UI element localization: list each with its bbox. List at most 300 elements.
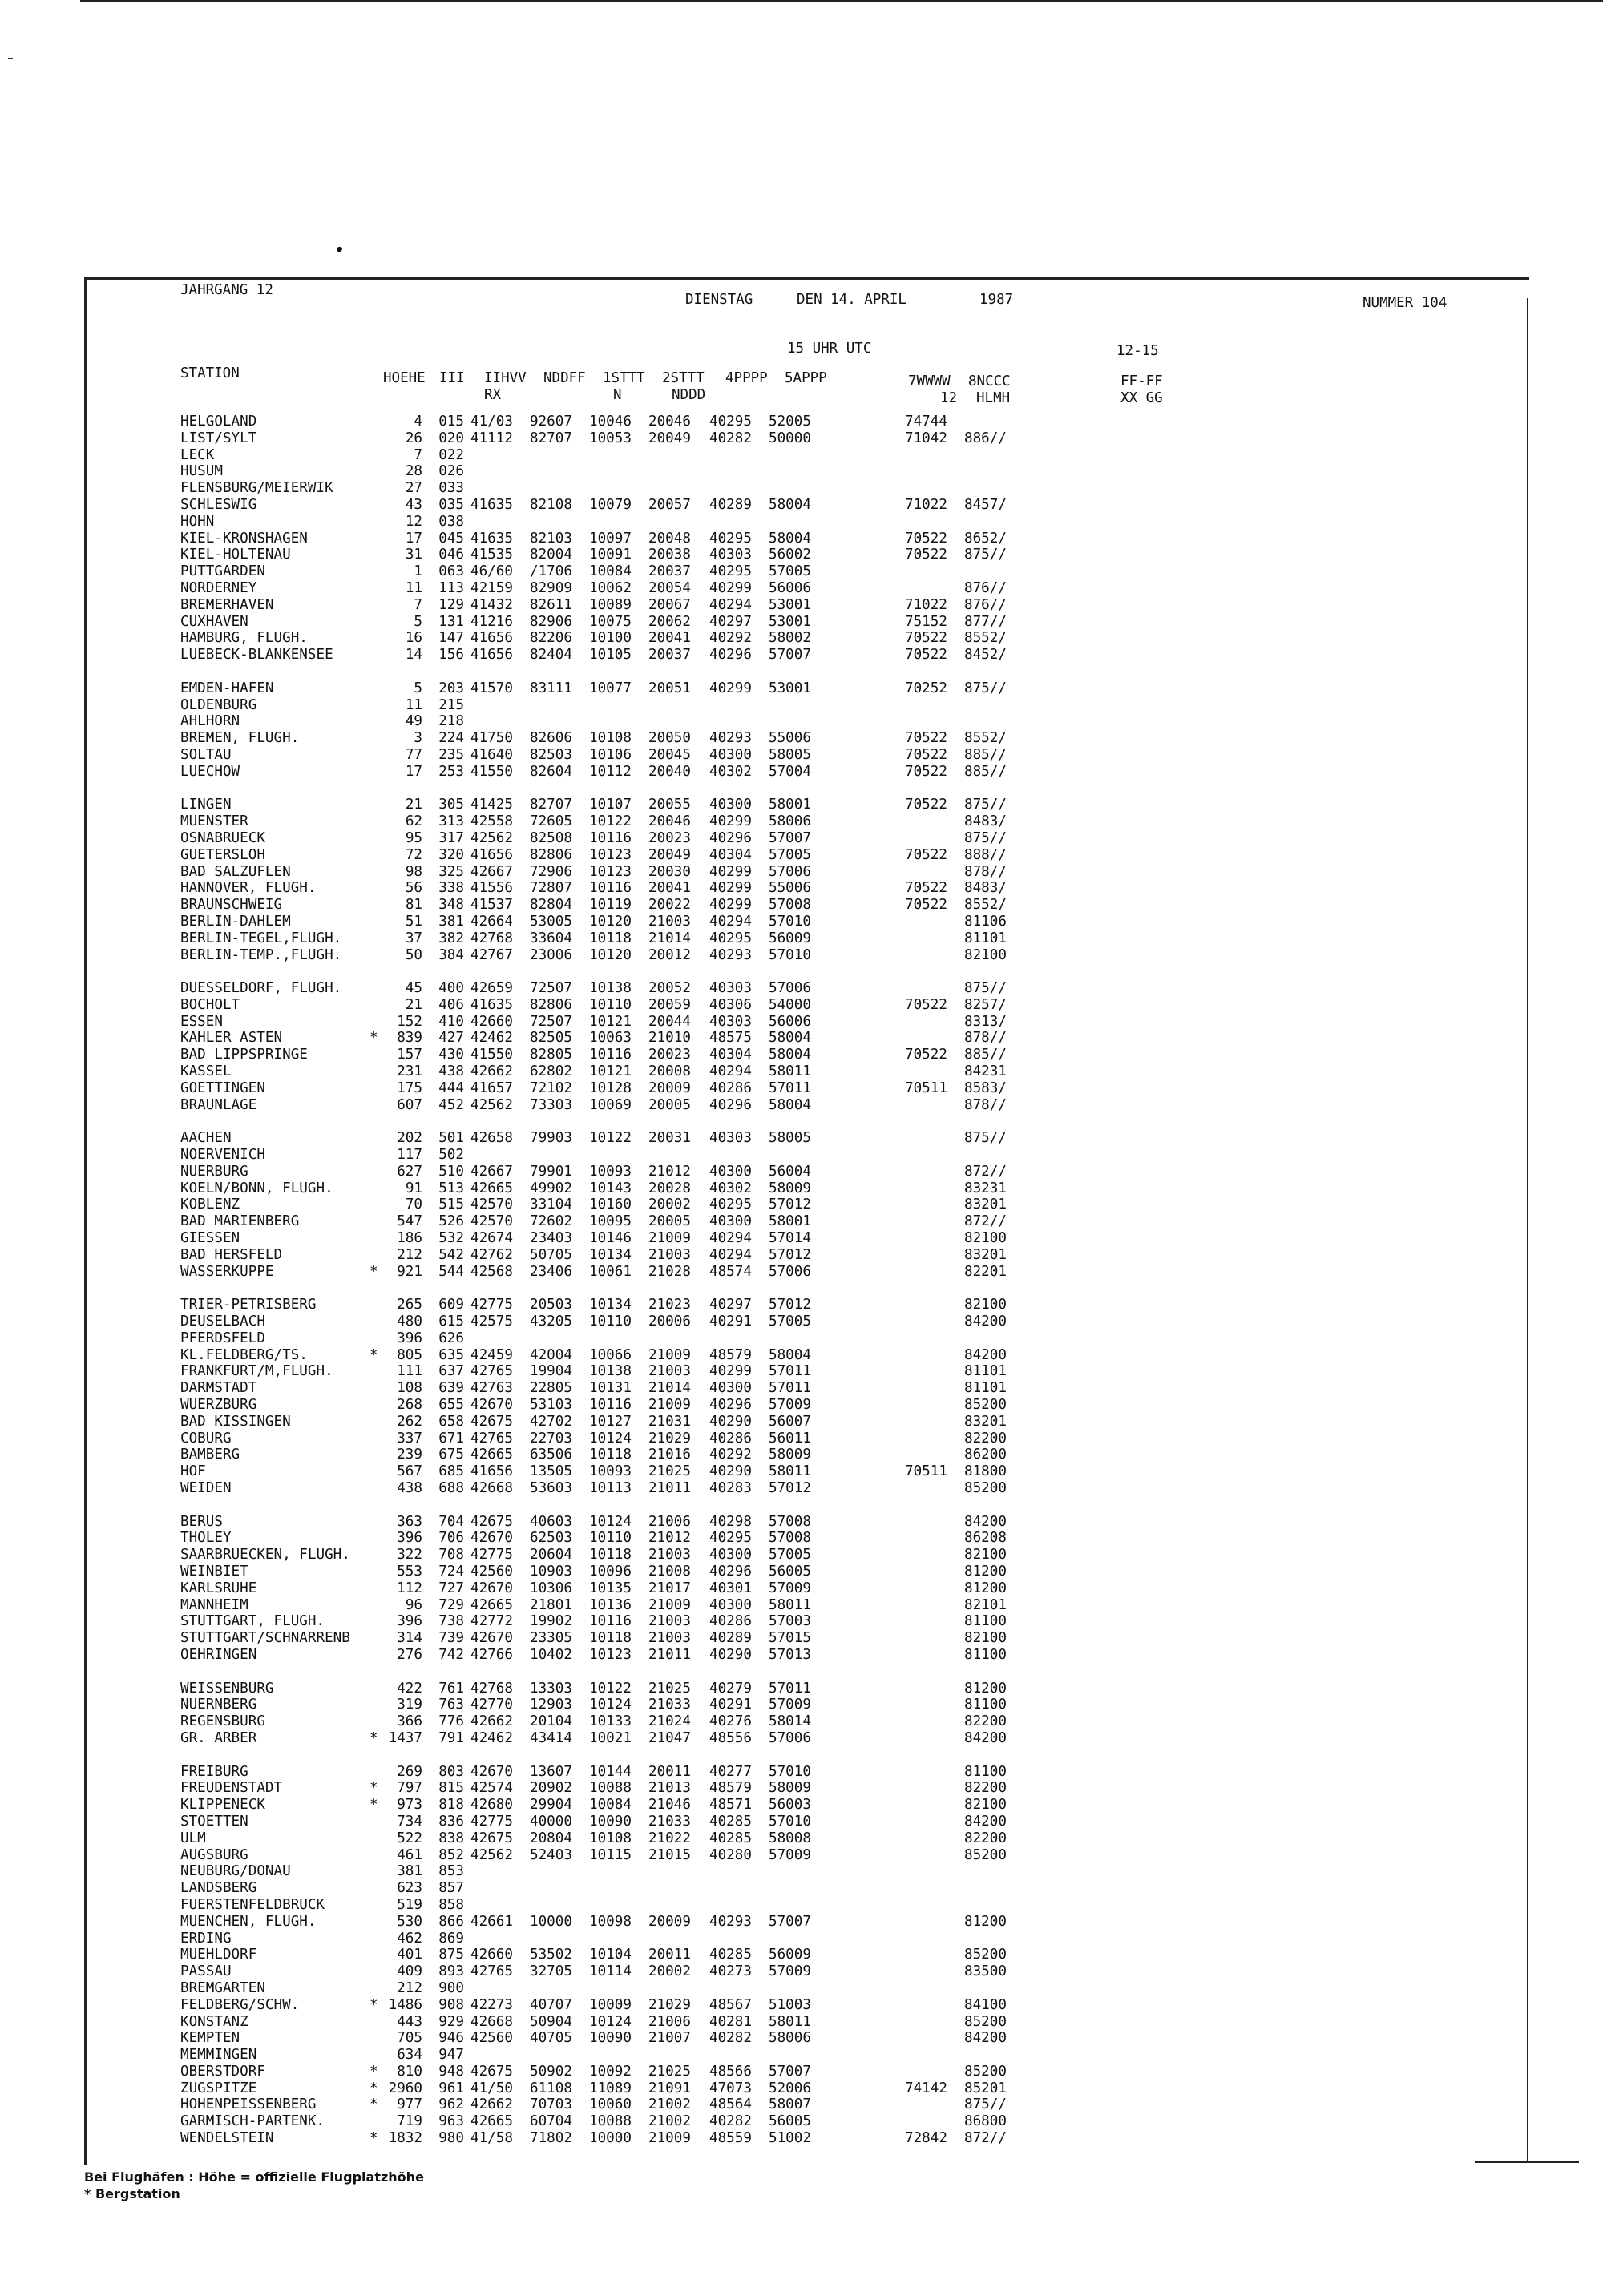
cell-n8: 84200: [964, 2030, 1007, 2047]
cell-iii: 836: [438, 1813, 464, 1830]
col-nddff: NDDFF: [543, 370, 586, 386]
cell-s1: 10123: [589, 1646, 632, 1663]
cell-station: KONSTANZ: [180, 2013, 248, 2030]
cell-p4: 40296: [709, 1096, 752, 1113]
cell-nddff: 21801: [530, 1596, 572, 1613]
cell-s2: 21003: [648, 1630, 691, 1647]
cell-w7: 74142: [905, 2080, 947, 2096]
jahrgang-label: JAHRGANG 12: [180, 282, 273, 298]
cell-iihvv: 42667: [470, 1163, 513, 1180]
cell-station: HOHENPEISSENBERG: [180, 2096, 317, 2113]
cell-a5: 56011: [769, 1430, 811, 1447]
cell-hoehe: 108: [397, 1380, 422, 1397]
cell-iihvv: 41635: [470, 996, 513, 1013]
cell-mountain: *: [369, 1996, 378, 2013]
cell-hoehe: 11: [405, 579, 422, 596]
cell-nddff: 61108: [530, 2080, 572, 2096]
cell-iihvv: 42668: [470, 1480, 513, 1496]
cell-n8: 8483/: [964, 813, 1007, 830]
col-1sttt-sub: N: [613, 387, 622, 403]
cell-iihvv: 42558: [470, 813, 513, 830]
cell-a5: 57010: [769, 1813, 811, 1830]
cell-s1: 10110: [589, 1313, 632, 1330]
cell-iii: 869: [438, 1930, 464, 1947]
cell-station: WEIDEN: [180, 1480, 232, 1496]
cell-a5: 56009: [769, 1947, 811, 1963]
cell-p4: 40293: [709, 1913, 752, 1930]
cell-a5: 57011: [769, 1363, 811, 1380]
cell-iihvv: 42768: [470, 1680, 513, 1697]
cell-iihvv: 42665: [470, 1447, 513, 1463]
cell-iii: 685: [438, 1463, 464, 1480]
cell-station: SOLTAU: [180, 746, 232, 763]
cell-station: HAMBURG, FLUGH.: [180, 630, 308, 647]
cell-iihvv: 42660: [470, 1947, 513, 1963]
weekday-label: DIENSTAG: [685, 292, 753, 308]
cell-iii: 658: [438, 1413, 464, 1430]
cell-s2: 20067: [648, 596, 691, 613]
cell-a5: 56006: [769, 1013, 811, 1030]
cell-iii: 688: [438, 1480, 464, 1496]
cell-s2: 20012: [648, 946, 691, 963]
cell-hoehe: 1: [414, 563, 422, 580]
col-8nccc: 8NCCC: [968, 373, 1011, 389]
cell-nddff: 40603: [530, 1513, 572, 1530]
cell-mountain: *: [369, 2096, 378, 2113]
cell-hoehe: 401: [397, 1947, 422, 1963]
cell-s2: 20050: [648, 730, 691, 747]
cell-station: ESSEN: [180, 1013, 223, 1030]
cell-s2: 20002: [648, 1196, 691, 1213]
cell-s1: 10128: [589, 1079, 632, 1096]
cell-p4: 40300: [709, 1163, 752, 1180]
cell-s1: 10116: [589, 1047, 632, 1063]
cell-nddff: 19904: [530, 1363, 572, 1380]
cell-iihvv: 42674: [470, 1230, 513, 1247]
cell-p4: 40279: [709, 1680, 752, 1697]
cell-station: STUTTGART/SCHNARRENB: [180, 1630, 350, 1647]
cell-station: MUENSTER: [180, 813, 248, 830]
cell-hoehe: 396: [397, 1530, 422, 1547]
cell-iihvv: 42763: [470, 1380, 513, 1397]
cell-nddff: 72602: [530, 1213, 572, 1230]
cell-iii: 026: [438, 463, 464, 480]
cell-s1: 10144: [589, 1763, 632, 1780]
cell-s2: 21002: [648, 2096, 691, 2113]
cell-n8: 85200: [964, 1846, 1007, 1863]
cell-iii: 708: [438, 1547, 464, 1564]
cell-iii: 348: [438, 897, 464, 914]
cell-s1: 10066: [589, 1346, 632, 1363]
cell-a5: 57009: [769, 1697, 811, 1713]
col-iihvv-sub: RX: [484, 387, 502, 403]
cell-a5: 51002: [769, 2130, 811, 2147]
cell-s1: 10124: [589, 1697, 632, 1713]
cell-mountain: *: [369, 1030, 378, 1047]
cell-hoehe: 977: [397, 2096, 422, 2113]
cell-iii: 015: [438, 414, 464, 430]
cell-n8: 872//: [964, 1163, 1007, 1180]
cell-iihvv: 42765: [470, 1363, 513, 1380]
cell-n8: 83201: [964, 1413, 1007, 1430]
cell-hoehe: 31: [405, 547, 422, 563]
cell-s1: 10122: [589, 1680, 632, 1697]
cell-s1: 10116: [589, 1397, 632, 1414]
cell-a5: 56005: [769, 2113, 811, 2130]
cell-iii: 639: [438, 1380, 464, 1397]
cell-n8: 86200: [964, 1447, 1007, 1463]
cell-a5: 57009: [769, 1580, 811, 1596]
cell-iii: 502: [438, 1147, 464, 1164]
cell-s1: 10108: [589, 730, 632, 747]
cell-p4: 40299: [709, 813, 752, 830]
cell-iihvv: 42775: [470, 1297, 513, 1313]
cell-a5: 56009: [769, 930, 811, 946]
cell-p4: 48579: [709, 1780, 752, 1797]
cell-hoehe: 810: [397, 2063, 422, 2080]
cell-hoehe: 5: [414, 613, 422, 630]
cell-s1: 10120: [589, 913, 632, 930]
cell-station: DEUSELBACH: [180, 1313, 265, 1330]
cell-iii: 704: [438, 1513, 464, 1530]
cell-s2: 20037: [648, 647, 691, 664]
cell-iii: 776: [438, 1713, 464, 1730]
cell-a5: 57012: [769, 1297, 811, 1313]
cell-w7: 70522: [905, 897, 947, 914]
cell-s1: 10088: [589, 2113, 632, 2130]
cell-iii: 900: [438, 1979, 464, 1996]
cell-p4: 40306: [709, 996, 752, 1013]
cell-s1: 10121: [589, 1013, 632, 1030]
cell-s1: 10124: [589, 1430, 632, 1447]
cell-station: PFERDSFELD: [180, 1330, 265, 1346]
cell-hoehe: 77: [405, 746, 422, 763]
cell-a5: 58001: [769, 1213, 811, 1230]
cell-station: FRANKFURT/M,FLUGH.: [180, 1363, 333, 1380]
cell-iii: 410: [438, 1013, 464, 1030]
cell-p4: 40294: [709, 1230, 752, 1247]
cell-hoehe: 175: [397, 1079, 422, 1096]
cell-nddff: 62503: [530, 1530, 572, 1547]
cell-iihvv: 42658: [470, 1130, 513, 1147]
cell-nddff: 83111: [530, 680, 572, 696]
cell-station: NUERNBERG: [180, 1697, 257, 1713]
cell-hoehe: 366: [397, 1713, 422, 1730]
cell-w7: 71022: [905, 596, 947, 613]
cell-s2: 21028: [648, 1263, 691, 1280]
cell-s2: 20046: [648, 414, 691, 430]
cell-hoehe: 81: [405, 897, 422, 914]
cell-s1: 10107: [589, 797, 632, 813]
cell-hoehe: 553: [397, 1563, 422, 1580]
cell-iii: 615: [438, 1313, 464, 1330]
cell-iii: 131: [438, 613, 464, 630]
cell-hoehe: 16: [405, 630, 422, 647]
cell-hoehe: 797: [397, 1780, 422, 1797]
cell-station: KL.FELDBERG/TS.: [180, 1346, 308, 1363]
cell-hoehe: 152: [397, 1013, 422, 1030]
cell-station: MUENCHEN, FLUGH.: [180, 1913, 317, 1930]
cell-station: BRAUNLAGE: [180, 1096, 257, 1113]
cell-iihvv: 42662: [470, 1063, 513, 1080]
cell-station: STUTTGART, FLUGH.: [180, 1613, 325, 1630]
scan-tick: [8, 58, 13, 59]
cell-n8: 84200: [964, 1346, 1007, 1363]
cell-p4: 40297: [709, 613, 752, 630]
cell-hoehe: 49: [405, 713, 422, 730]
cell-p4: 40273: [709, 1963, 752, 1980]
cell-a5: 51003: [769, 1996, 811, 2013]
cell-p4: 40290: [709, 1413, 752, 1430]
cell-iii: 838: [438, 1830, 464, 1846]
cell-s1: 10131: [589, 1380, 632, 1397]
cell-n8: 81106: [964, 913, 1007, 930]
cell-station: HOF: [180, 1463, 206, 1480]
cell-w7: 70522: [905, 730, 947, 747]
cell-s1: 10069: [589, 1096, 632, 1113]
cell-hoehe: 212: [397, 1246, 422, 1263]
cell-iii: 338: [438, 880, 464, 897]
cell-iihvv: 41425: [470, 797, 513, 813]
cell-station: BERLIN-DAHLEM: [180, 913, 291, 930]
cell-s2: 21025: [648, 1680, 691, 1697]
cell-s2: 20045: [648, 746, 691, 763]
cell-s2: 21012: [648, 1163, 691, 1180]
cell-n8: 885//: [964, 763, 1007, 780]
cell-iii: 215: [438, 696, 464, 713]
cell-hoehe: 337: [397, 1430, 422, 1447]
cell-nddff: 82505: [530, 1030, 572, 1047]
cell-s2: 21003: [648, 913, 691, 930]
cell-a5: 57011: [769, 1079, 811, 1096]
cell-iihvv: 42770: [470, 1697, 513, 1713]
cell-s2: 20038: [648, 547, 691, 563]
cell-station: BAD HERSFELD: [180, 1246, 283, 1263]
cell-station: OBERSTDORF: [180, 2063, 265, 2080]
cell-s2: 20046: [648, 813, 691, 830]
cell-station: NOERVENICH: [180, 1147, 265, 1164]
cell-s2: 20005: [648, 1213, 691, 1230]
cell-p4: 40295: [709, 414, 752, 430]
cell-p4: 40304: [709, 1047, 752, 1063]
cell-hoehe: 623: [397, 1880, 422, 1897]
cell-iii: 962: [438, 2096, 464, 2113]
cell-s1: 10123: [589, 846, 632, 863]
cell-s2: 20048: [648, 530, 691, 547]
cell-s2: 21091: [648, 2080, 691, 2096]
cell-n8: 872//: [964, 1213, 1007, 1230]
cell-iii: 203: [438, 680, 464, 696]
cell-p4: 40289: [709, 1630, 752, 1647]
cell-n8: 8313/: [964, 1013, 1007, 1030]
cell-nddff: 72605: [530, 813, 572, 830]
cell-p4: 40286: [709, 1613, 752, 1630]
cell-s2: 21009: [648, 2130, 691, 2147]
cell-s1: 10096: [589, 1563, 632, 1580]
cell-n8: 82200: [964, 1713, 1007, 1730]
cell-nddff: 53005: [530, 913, 572, 930]
cell-station: LUEBECK-BLANKENSEE: [180, 647, 333, 664]
cell-hoehe: 7: [414, 446, 422, 463]
cell-nddff: 13607: [530, 1763, 572, 1780]
cell-hoehe: 17: [405, 763, 422, 780]
cell-a5: 56007: [769, 1413, 811, 1430]
cell-nddff: 82206: [530, 630, 572, 647]
year-label: 1987: [979, 292, 1014, 308]
cell-s1: 10134: [589, 1246, 632, 1263]
cell-s2: 21025: [648, 1463, 691, 1480]
cell-station: KARLSRUHE: [180, 1580, 257, 1596]
cell-station: KAHLER ASTEN: [180, 1030, 283, 1047]
cell-p4: 40304: [709, 846, 752, 863]
cell-w7: 74744: [905, 414, 947, 430]
cell-hoehe: 157: [397, 1047, 422, 1063]
col-1sttt: 1STTT: [603, 370, 645, 386]
cell-s1: 10089: [589, 596, 632, 613]
cell-iihvv: 41656: [470, 630, 513, 647]
cell-p4: 40298: [709, 1513, 752, 1530]
cell-nddff: 79901: [530, 1163, 572, 1180]
cell-a5: 58004: [769, 1030, 811, 1047]
cell-hoehe: 319: [397, 1697, 422, 1713]
cell-station: GOETTINGEN: [180, 1079, 265, 1096]
cell-iii: 738: [438, 1613, 464, 1630]
cell-p4: 48567: [709, 1996, 752, 2013]
cell-station: GIESSEN: [180, 1230, 240, 1247]
cell-a5: 57007: [769, 1913, 811, 1930]
cell-iii: 893: [438, 1963, 464, 1980]
cell-iihvv: 42670: [470, 1630, 513, 1647]
cell-nddff: 43205: [530, 1313, 572, 1330]
cell-s2: 20052: [648, 980, 691, 997]
cell-n8: 82200: [964, 1780, 1007, 1797]
cell-s1: 10110: [589, 996, 632, 1013]
cell-hoehe: 634: [397, 2047, 422, 2064]
cell-a5: 57006: [769, 863, 811, 880]
cell-s1: 10121: [589, 1063, 632, 1080]
cell-nddff: 33104: [530, 1196, 572, 1213]
cell-hoehe: 1832: [388, 2130, 422, 2147]
cell-nddff: 53502: [530, 1947, 572, 1963]
cell-iihvv: 42462: [470, 1030, 513, 1047]
cell-nddff: 20902: [530, 1780, 572, 1797]
cell-p4: 40299: [709, 880, 752, 897]
cell-s2: 20011: [648, 1763, 691, 1780]
cell-iihvv: 42762: [470, 1246, 513, 1263]
cell-a5: 57013: [769, 1646, 811, 1663]
cell-nddff: 72507: [530, 980, 572, 997]
footnote-mountain-station: * Bergstation: [84, 2186, 180, 2201]
cell-nddff: 49902: [530, 1180, 572, 1196]
cell-s1: 10060: [589, 2096, 632, 2113]
cell-iii: 729: [438, 1596, 464, 1613]
cell-p4: 40295: [709, 930, 752, 946]
cell-s2: 20049: [648, 846, 691, 863]
cell-iii: 513: [438, 1180, 464, 1196]
cell-iii: 129: [438, 596, 464, 613]
cell-station: BAD SALZUFLEN: [180, 863, 291, 880]
cell-iii: 444: [438, 1079, 464, 1096]
cell-iihvv: 41535: [470, 547, 513, 563]
cell-p4: 40300: [709, 1547, 752, 1564]
cell-s2: 21025: [648, 2063, 691, 2080]
cell-s1: 10053: [589, 430, 632, 446]
cell-a5: 58011: [769, 1596, 811, 1613]
cell-nddff: 60704: [530, 2113, 572, 2130]
cell-hoehe: 7: [414, 596, 422, 613]
cell-station: NUERBURG: [180, 1163, 248, 1180]
cell-p4: 40295: [709, 1196, 752, 1213]
cell-hoehe: 734: [397, 1813, 422, 1830]
cell-p4: 48559: [709, 2130, 752, 2147]
cell-s1: 10135: [589, 1580, 632, 1596]
cell-s2: 20023: [648, 829, 691, 846]
cell-s1: 11089: [589, 2080, 632, 2096]
cell-station: NEUBURG/DONAU: [180, 1863, 291, 1880]
cell-n8: 82200: [964, 1430, 1007, 1447]
cell-iii: 706: [438, 1530, 464, 1547]
cell-hoehe: 547: [397, 1213, 422, 1230]
cell-iii: 675: [438, 1447, 464, 1463]
cell-n8: 81101: [964, 930, 1007, 946]
cell-iihvv: 42765: [470, 1963, 513, 1980]
cell-iihvv: 42661: [470, 1913, 513, 1930]
cell-n8: 875//: [964, 2096, 1007, 2113]
cell-station: MEMMINGEN: [180, 2047, 257, 2064]
cell-p4: 40295: [709, 1530, 752, 1547]
cell-n8: 875//: [964, 829, 1007, 846]
cell-s2: 20037: [648, 563, 691, 580]
cell-p4: 40296: [709, 647, 752, 664]
cell-iii: 761: [438, 1680, 464, 1697]
cell-n8: 8552/: [964, 630, 1007, 647]
cell-s1: 10134: [589, 1297, 632, 1313]
cell-iihvv: 41/03: [470, 414, 513, 430]
cell-p4: 40299: [709, 1363, 752, 1380]
cell-hoehe: 519: [397, 1896, 422, 1913]
cell-station: LINGEN: [180, 797, 232, 813]
cell-hoehe: 4: [414, 414, 422, 430]
cell-iii: 544: [438, 1263, 464, 1280]
cell-n8: 84200: [964, 1513, 1007, 1530]
cell-p4: 40303: [709, 1013, 752, 1030]
cell-w7: 70522: [905, 746, 947, 763]
cell-p4: 48579: [709, 1346, 752, 1363]
cell-hoehe: 56: [405, 880, 422, 897]
cell-iihvv: 42560: [470, 1563, 513, 1580]
cell-a5: 58014: [769, 1713, 811, 1730]
cell-n8: 81100: [964, 1697, 1007, 1713]
cell-hoehe: 70: [405, 1196, 422, 1213]
cell-s2: 21003: [648, 1363, 691, 1380]
cell-s2: 20054: [648, 579, 691, 596]
cell-iii: 452: [438, 1096, 464, 1113]
cell-s2: 20031: [648, 1130, 691, 1147]
cell-iihvv: 42667: [470, 863, 513, 880]
cell-nddff: 82906: [530, 613, 572, 630]
cell-s1: 10127: [589, 1413, 632, 1430]
cell-hoehe: 480: [397, 1313, 422, 1330]
cell-iii: 438: [438, 1063, 464, 1080]
cell-iihvv: 42660: [470, 1013, 513, 1030]
cell-p4: 40300: [709, 1213, 752, 1230]
cell-iihvv: 42675: [470, 2063, 513, 2080]
cell-hoehe: 607: [397, 1096, 422, 1113]
cell-s2: 20008: [648, 1063, 691, 1080]
cell-hoehe: 5: [414, 680, 422, 696]
cell-n8: 86800: [964, 2113, 1007, 2130]
cell-a5: 57011: [769, 1680, 811, 1697]
